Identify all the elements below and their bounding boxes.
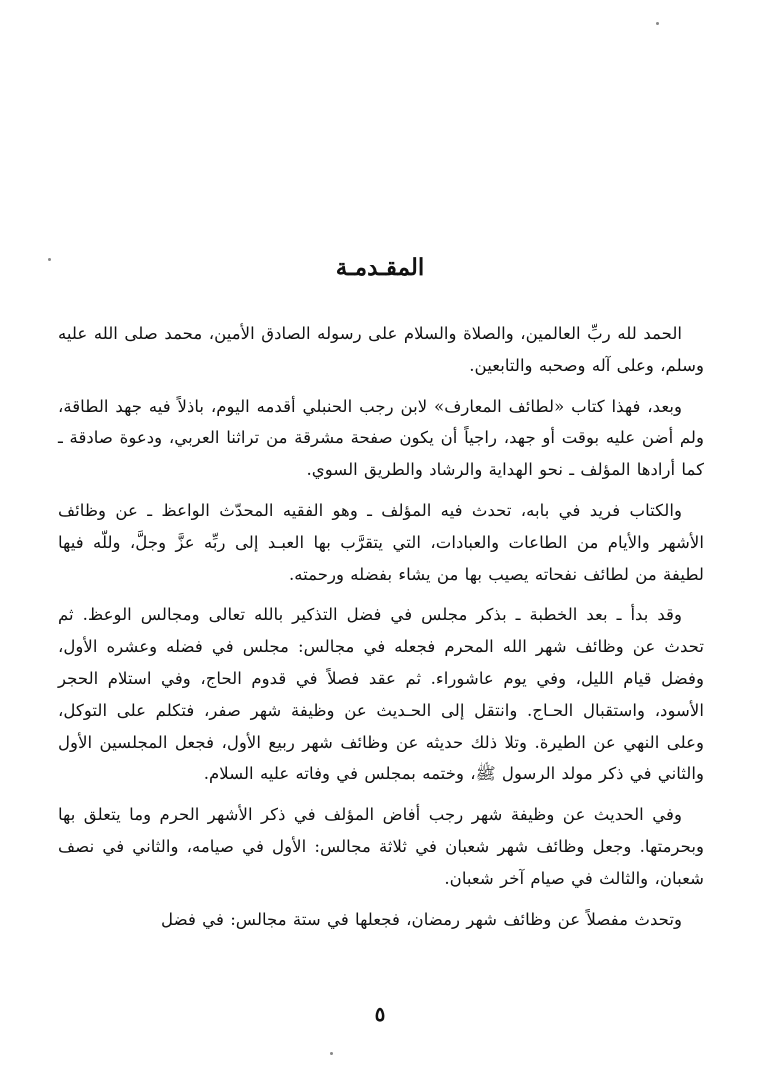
scan-speck	[330, 1052, 333, 1055]
paragraph: وفي الحديث عن وظيفة شهر رجب أفاض المؤلف في ذكر الأشهر الحرم وما يتعلق بها وبحرمتها. وجعل وظائف شهر شعبان في ثلاثة مجالس: الأول في صيامه، والثاني في نصف شعبان، والثالث في صيام آخر شعبان.	[58, 805, 704, 888]
paragraph: الحمد لله ربِّ العالمين، والصلاة والسلام على رسوله الصادق الأمين، محمد صلى الله عليه وسلم، وعلى آله وصحبه والتابعين.	[58, 324, 704, 375]
paragraph: وقد بدأ ـ بعد الخطبة ـ بذكر مجلس في فضل التذكير بالله تعالى ومجالس الوعظ. ثم تحدث عن وظائف شهر الله المحرم فجعله في مجالس: مجلس في فضله وعشره الأول، وفضل قيام الليل، وفي يوم عاشوراء. ثم عقد فصلاً في قدوم الحاج، وفي استلام الحجر الأسود، واستقبال الحـاج. وانتقل إلى الحـديث عن وظيفة شهر صفر، فتكلم على التوكل، وعلى النهي عن الطيرة. وتلا ذلك حديثه عن وظائف شهر ربيع الأول، فجعل المجلسين الأول والثاني في ذكر مولد الرسول ﷺ، وختمه بمجلس في وفاته عليه السلام.	[58, 605, 704, 784]
page-number: ٥	[374, 1002, 386, 1026]
body-text	[58, 318, 704, 944]
page-title: المقـدمـة	[335, 254, 425, 281]
scan-speck	[656, 22, 659, 25]
paragraph: والكتاب فريد في بابه، تحدث فيه المؤلف ـ وهو الفقيه المحدّث الواعظ ـ عن وظائف الأشهر والأيام من الطاعات والعبادات، التي يتقرَّب بها العبـد إلى ربِّه عزَّ وجلَّ، وللّه فيها لطيفة من لطائف نفحاته يصيب بها من يشاء بفضله ورحمته.	[58, 500, 704, 584]
paragraph: وبعد، فهذا كتاب «لطائف المعارف» لابن رجب الحنبلي أقدمه اليوم، باذلاً فيه جهد الطاقة، ولم أضن عليه بوقت أو جهد، راجياً أن يكون صفحة مشرقة من تراثنا العربي، ودعوة صادقة ـ كما أرادها المؤلف ـ نحو الهداية والرشاد والطريق السوي.	[58, 396, 704, 480]
paragraph: وتحدث مفصلاً عن وظائف شهر رمضان، فجعلها في ستة مجالس: في فضل	[161, 909, 682, 929]
